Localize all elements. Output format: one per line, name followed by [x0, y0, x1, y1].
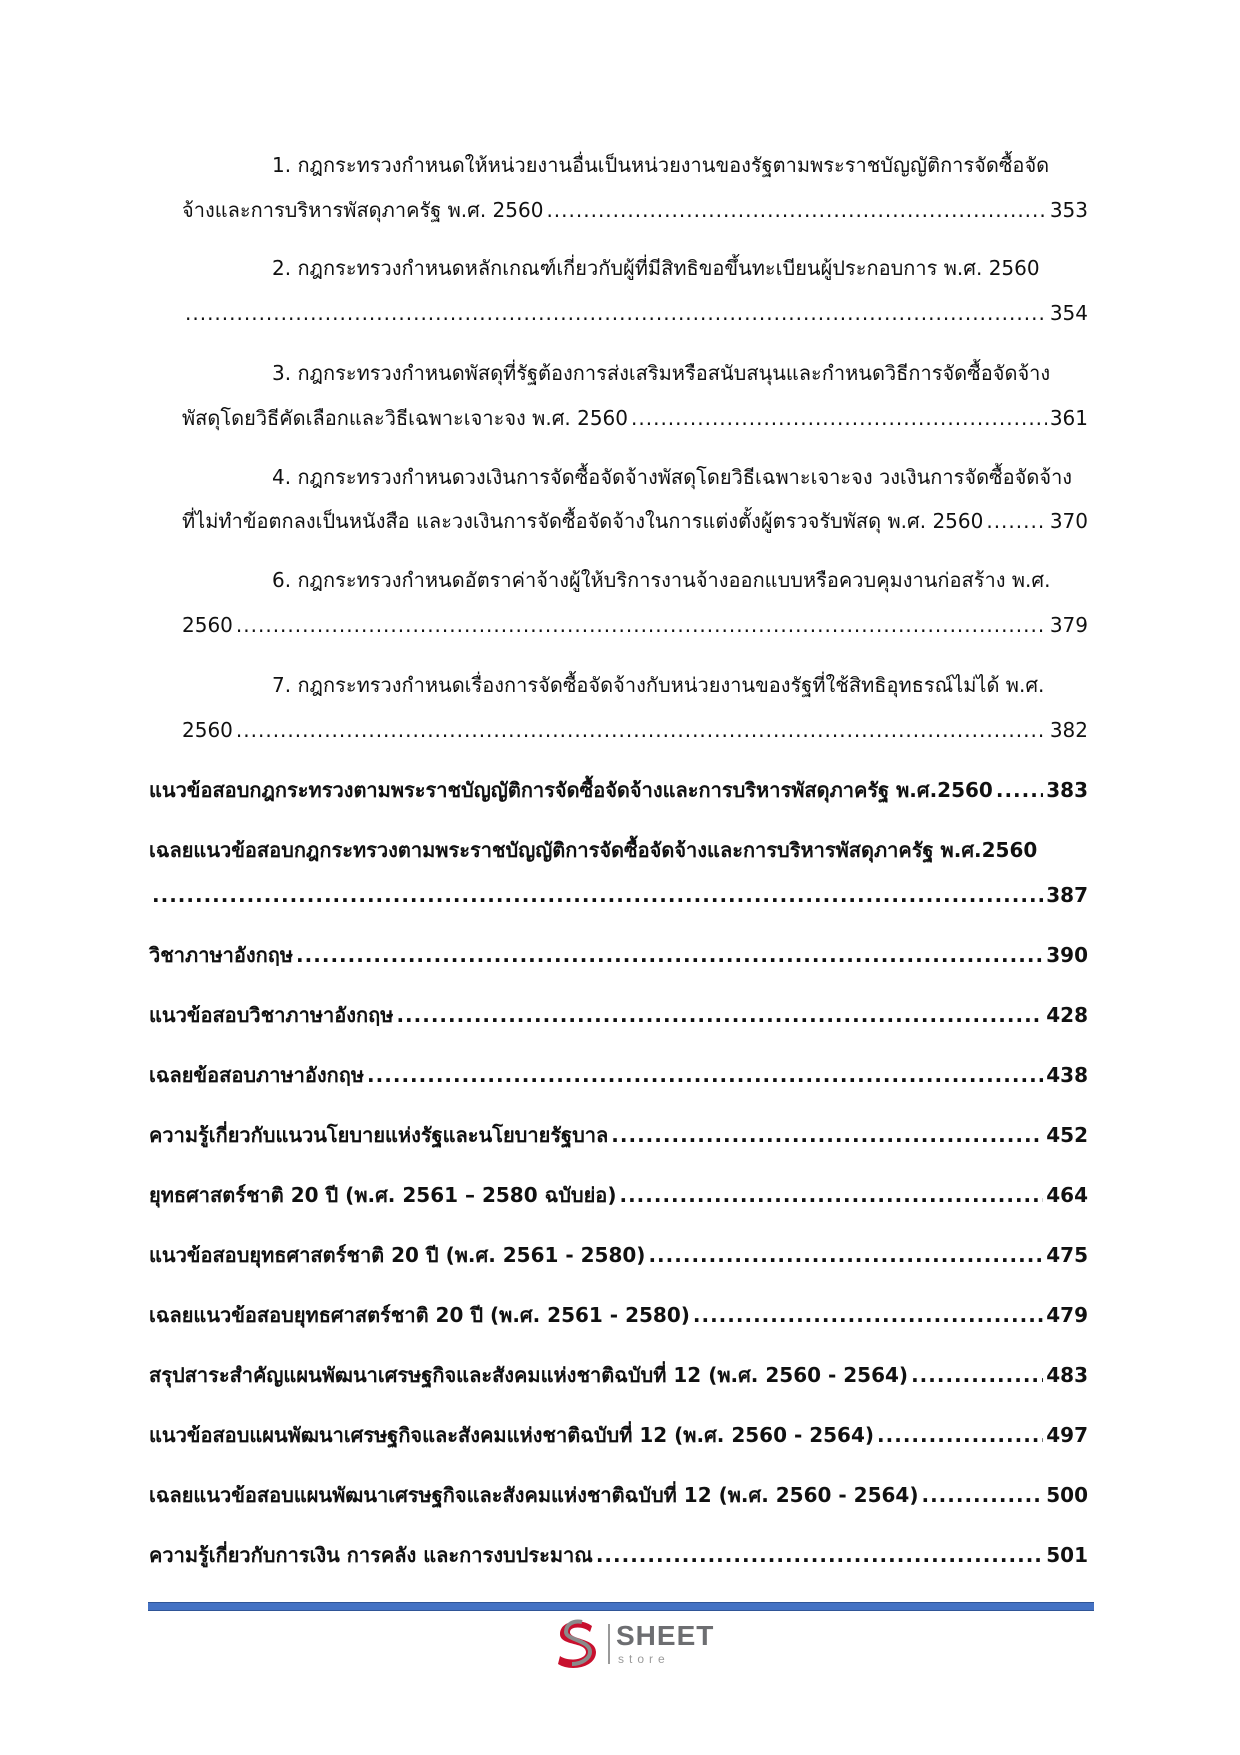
- toc-heading-state-policy[interactable]: [149, 1115, 1088, 1155]
- toc-heading-english-exam[interactable]: [149, 995, 1088, 1035]
- dot-leader: [236, 710, 1047, 750]
- toc-entry-text: ยุทธศาสตร์ชาติ 20 ปี (พ.ศ. 2561 – 2580 ฉบับย่อ): [149, 1183, 617, 1207]
- toc-entry-7-line2[interactable]: [182, 710, 1088, 750]
- toc-page-number: 438: [1046, 1063, 1088, 1087]
- toc-page-number: 475: [1046, 1243, 1088, 1267]
- toc-entry-text: 2560: [182, 613, 233, 637]
- dot-leader: [185, 293, 1047, 333]
- logo-wordmark: SHEET: [616, 1620, 715, 1651]
- toc-heading-plan12-summary[interactable]: [149, 1355, 1088, 1395]
- toc-page-number: 379: [1049, 613, 1088, 637]
- dot-leader: [619, 1175, 1043, 1215]
- toc-entry-text: ความรู้เกี่ยวกับแนวนโยบายแห่งรัฐและนโยบายรัฐบาล: [149, 1123, 609, 1147]
- toc-entry-2-line2[interactable]: [182, 293, 1088, 333]
- toc-page-number: 361: [1049, 406, 1088, 430]
- toc-entry-text: 1. กฎกระทรวงกำหนดให้หน่วยงานอื่นเป็นหน่วยงานของรัฐตามพระราชบัญญัติการจัดซื้อจัด: [272, 153, 1050, 177]
- dot-leader: [693, 1295, 1043, 1335]
- toc-entry-text: วิชาภาษาอังกฤษ: [149, 943, 294, 967]
- toc-entry-text: แนวข้อสอบยุทธศาสตร์ชาติ 20 ปี (พ.ศ. 2561 - 2580): [149, 1243, 646, 1267]
- toc-heading-national-strategy-answers[interactable]: [149, 1295, 1088, 1335]
- toc-page-number: 428: [1046, 1003, 1088, 1027]
- toc-entry-text: 6. กฎกระทรวงกำหนดอัตราค่าจ้างผู้ให้บริการงานจ้างออกแบบหรือควบคุมงานก่อสร้าง พ.ศ.: [272, 568, 1051, 592]
- toc-entry-text: 2. กฎกระทรวงกำหนดหลักเกณฑ์เกี่ยวกับผู้ที่มีสิทธิขอขึ้นทะเบียนผู้ประกอบการ พ.ศ. 2560: [272, 256, 1040, 280]
- toc-page-number: 483: [1046, 1363, 1088, 1387]
- toc-entry-text: สรุปสาระสำคัญแผนพัฒนาเศรษฐกิจและสังคมแห่งชาติฉบับที่ 12 (พ.ศ. 2560 - 2564): [149, 1363, 909, 1387]
- toc-page-number: 354: [1049, 301, 1088, 325]
- dot-leader: [921, 1475, 1043, 1515]
- toc-entry-text: 2560: [182, 718, 233, 742]
- toc-heading-ministerial-answers-line2[interactable]: [149, 875, 1088, 915]
- dot-leader: [986, 501, 1046, 541]
- toc-entry-2-line1[interactable]: [182, 248, 1088, 288]
- toc-entry-4-line2[interactable]: [182, 501, 1088, 541]
- toc-page-number: 479: [1046, 1303, 1088, 1327]
- s-logo-icon: [552, 1618, 600, 1670]
- toc-entry-text: พัสดุโดยวิธีคัดเลือกและวิธีเฉพาะเจาะจง พ.ศ. 2560: [182, 406, 629, 430]
- toc-page-number: 500: [1046, 1483, 1088, 1507]
- toc-page-number: 387: [1046, 883, 1088, 907]
- toc-entry-text: เฉลยแนวข้อสอบแผนพัฒนาเศรษฐกิจและสังคมแห่งชาติฉบับที่ 12 (พ.ศ. 2560 - 2564): [149, 1483, 919, 1507]
- toc-entry-text: เฉลยแนวข้อสอบกฎกระทรวงตามพระราชบัญญัติการจัดซื้อจัดจ้างและการบริหารพัสดุภาครัฐ พ.ศ.2560: [149, 838, 1038, 862]
- toc-entry-7-line1[interactable]: [182, 665, 1088, 705]
- toc-entry-4-line1[interactable]: [182, 457, 1088, 497]
- toc-entry-text: 7. กฎกระทรวงกำหนดเรื่องการจัดซื้อจัดจ้างกับหน่วยงานของรัฐที่ใช้สิทธิอุทธรณ์ไม่ได้ พ.ศ.: [272, 673, 1045, 697]
- dot-leader: [877, 1415, 1043, 1455]
- dot-leader: [152, 875, 1043, 915]
- toc-heading-national-strategy[interactable]: [149, 1175, 1088, 1215]
- toc-entry-text: 3. กฎกระทรวงกำหนดพัสดุที่รัฐต้องการส่งเสริมหรือสนับสนุนและกำหนดวิธีการจัดซื้อจัดจ้าง: [272, 361, 1051, 385]
- toc-entry-text: เฉลยข้อสอบภาษาอังกฤษ: [149, 1063, 365, 1087]
- toc-page-number: 390: [1046, 943, 1088, 967]
- toc-page-number: 452: [1046, 1123, 1088, 1147]
- logo-subtext: store: [618, 1652, 670, 1666]
- toc-entry-text: ความรู้เกี่ยวกับการเงิน การคลัง และการงบประมาณ: [149, 1543, 593, 1567]
- toc-entry-text: แนวข้อสอบแผนพัฒนาเศรษฐกิจและสังคมแห่งชาติฉบับที่ 12 (พ.ศ. 2560 - 2564): [149, 1423, 875, 1447]
- toc-page-number: 501: [1046, 1543, 1088, 1567]
- toc-page-number: 370: [1049, 509, 1088, 533]
- dot-leader: [296, 935, 1043, 975]
- toc-heading-plan12-exam[interactable]: [149, 1415, 1088, 1455]
- toc-heading-english[interactable]: [149, 935, 1088, 975]
- toc-page-number: 353: [1049, 198, 1088, 222]
- toc-entry-1-line2[interactable]: [182, 190, 1088, 230]
- toc-heading-finance[interactable]: [149, 1535, 1088, 1575]
- toc-heading-ministerial-answers-line1[interactable]: [149, 830, 1088, 870]
- dot-leader: [648, 1235, 1043, 1275]
- toc-entry-text: แนวข้อสอบวิชาภาษาอังกฤษ: [149, 1003, 394, 1027]
- toc-entry-3-line1[interactable]: [182, 353, 1088, 393]
- toc-heading-plan12-answers[interactable]: [149, 1475, 1088, 1515]
- dot-leader: [367, 1055, 1043, 1095]
- toc-entry-text: เฉลยแนวข้อสอบยุทธศาสตร์ชาติ 20 ปี (พ.ศ. 2561 - 2580): [149, 1303, 690, 1327]
- toc-entry-text: 4. กฎกระทรวงกำหนดวงเงินการจัดซื้อจัดจ้างพัสดุโดยวิธีเฉพาะเจาะจง วงเงินการจัดซื้อจัดจ้าง: [272, 465, 1073, 489]
- dot-leader: [996, 770, 1043, 810]
- toc-entry-6-line2[interactable]: [182, 605, 1088, 645]
- toc-page-number: 383: [1046, 778, 1088, 802]
- toc-entry-text: แนวข้อสอบกฎกระทรวงตามพระราชบัญญัติการจัดซื้อจัดจ้างและการบริหารพัสดุภาครัฐ พ.ศ.2560: [149, 778, 993, 802]
- toc-page-number: 382: [1049, 718, 1088, 742]
- dot-leader: [236, 605, 1047, 645]
- dot-leader: [631, 398, 1047, 438]
- toc-entry-text: ที่ไม่ทำข้อตกลงเป็นหนังสือ และวงเงินการจัดซื้อจัดจ้างในการแต่งตั้งผู้ตรวจรับพัสดุ พ.ศ. 2560: [182, 509, 984, 533]
- dot-leader: [546, 190, 1046, 230]
- dot-leader: [911, 1355, 1043, 1395]
- toc-heading-national-strategy-exam[interactable]: [149, 1235, 1088, 1275]
- toc-page-number: 497: [1046, 1423, 1088, 1447]
- dot-leader: [611, 1115, 1043, 1155]
- dot-leader: [596, 1535, 1043, 1575]
- toc-entry-6-line1[interactable]: [182, 560, 1088, 600]
- dot-leader: [396, 995, 1043, 1035]
- toc-heading-english-answers[interactable]: [149, 1055, 1088, 1095]
- toc-page-number: 464: [1046, 1183, 1088, 1207]
- toc-entry-text: จ้างและการบริหารพัสดุภาครัฐ พ.ศ. 2560: [182, 198, 544, 222]
- sheet-store-logo: [552, 1618, 722, 1670]
- toc-entry-3-line2[interactable]: [182, 398, 1088, 438]
- footer-divider: [148, 1602, 1094, 1611]
- toc-entry-1-line1[interactable]: [182, 145, 1088, 185]
- logo-separator: [608, 1624, 610, 1664]
- toc-heading-ministerial-exam[interactable]: [149, 770, 1088, 810]
